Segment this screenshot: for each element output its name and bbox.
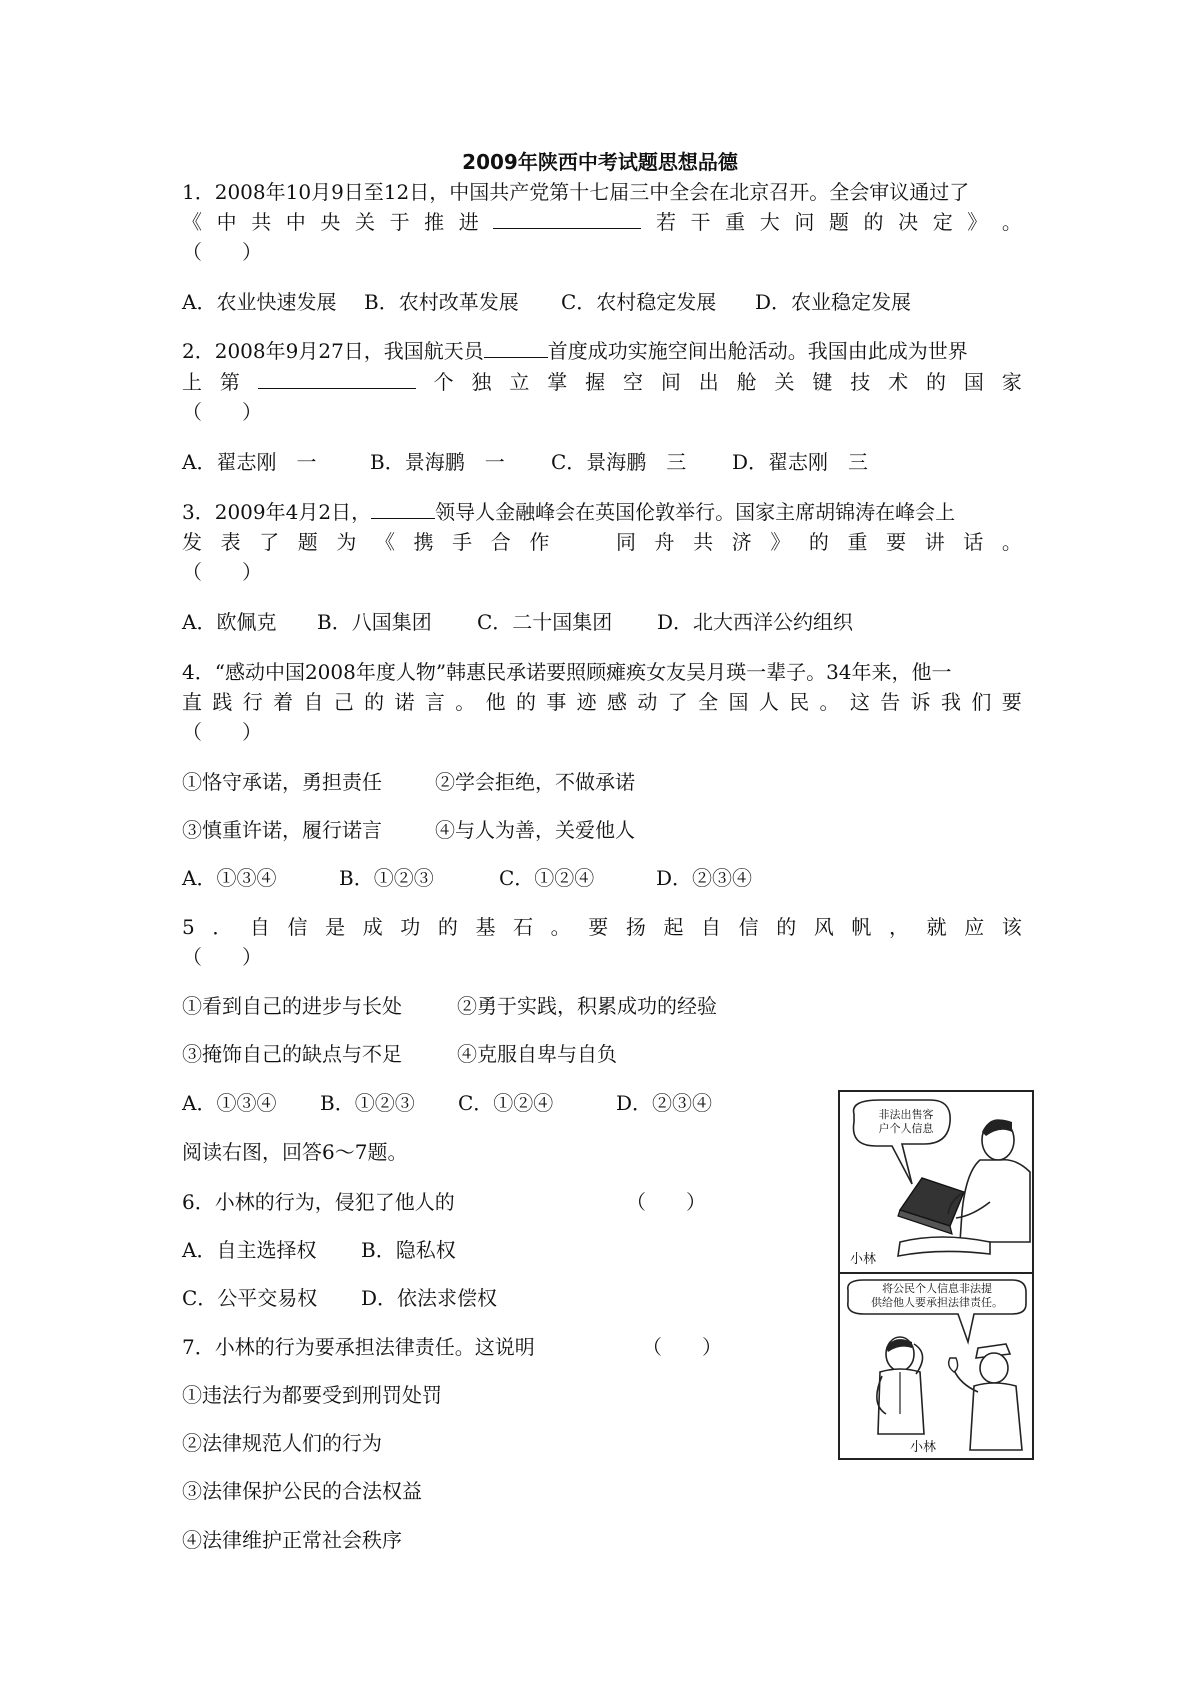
q2-char: 键 bbox=[812, 370, 833, 394]
q4-char: 着 bbox=[273, 690, 294, 714]
q4-char: 迹 bbox=[576, 690, 597, 714]
q4-char: 诉 bbox=[910, 690, 931, 714]
q5-char: 应 bbox=[964, 915, 985, 939]
q2-char: 的 bbox=[926, 370, 946, 394]
q5-char: 要 bbox=[588, 915, 609, 939]
q5-char: 成 bbox=[362, 915, 383, 939]
q3-option-d[interactable]: D．北大西洋公约组织 bbox=[657, 610, 854, 634]
q4-char: 感 bbox=[607, 690, 628, 714]
q1-char: 中 bbox=[285, 210, 306, 234]
q5-item-1: ①看到自己的进步与长处 bbox=[182, 994, 402, 1018]
q1-char: 推 bbox=[424, 210, 445, 234]
q1-char: 于 bbox=[389, 210, 410, 234]
q2-option-d[interactable]: D．翟志刚 三 bbox=[732, 450, 869, 474]
q1-blank[interactable] bbox=[493, 208, 641, 229]
q4-char: 告 bbox=[880, 690, 901, 714]
q3-options bbox=[182, 608, 853, 636]
q2-options bbox=[182, 448, 868, 476]
q2-char: 独 bbox=[471, 370, 492, 394]
q2-char: 国 bbox=[963, 370, 984, 394]
q4-char: 了 bbox=[667, 690, 688, 714]
q4-char: 践 bbox=[212, 690, 233, 714]
q3-char: 重 bbox=[847, 530, 868, 554]
q6-answer-paren[interactable]: （ ） bbox=[626, 1190, 706, 1214]
q4-char: 民 bbox=[789, 690, 810, 714]
q3-char: 的 bbox=[808, 530, 829, 554]
panel1-caption: 小林 bbox=[850, 1252, 877, 1267]
q4-char: 诺 bbox=[394, 690, 415, 714]
q7-item-1: ①违法行为都要受到刑罚处罚 bbox=[182, 1383, 442, 1407]
q4-char: 的 bbox=[515, 690, 536, 714]
q2-option-b[interactable]: B．景海鹏 一 bbox=[370, 450, 505, 474]
panel2-bubble-text bbox=[852, 1282, 1022, 1310]
q1-options bbox=[182, 288, 911, 316]
q5-items-row1 bbox=[182, 992, 717, 1020]
q6-option-d[interactable]: D．依法求偿权 bbox=[361, 1286, 498, 1310]
q4-char: 人 bbox=[758, 690, 779, 714]
q4-char: 行 bbox=[242, 690, 263, 714]
q5-char: 自 bbox=[701, 915, 722, 939]
q2-char: 关 bbox=[774, 370, 795, 394]
q3-char: 发 bbox=[182, 530, 202, 554]
q5-item-2: ②勇于实践，积累成功的经验 bbox=[457, 994, 717, 1018]
q6-stem-line bbox=[182, 1188, 706, 1216]
q4-option-b[interactable]: B．①②③ bbox=[339, 866, 434, 890]
q1-char: 的 bbox=[863, 210, 884, 234]
q3-char: 》 bbox=[770, 530, 791, 554]
q5-option-c[interactable]: C．①②④ bbox=[458, 1091, 554, 1115]
cartoon-panel-2 bbox=[840, 1274, 1032, 1458]
q1-char: 。 bbox=[1001, 210, 1022, 234]
q3-char: 题 bbox=[297, 530, 318, 554]
q3-text: 3．2009年4月2日， bbox=[182, 500, 372, 524]
q4-option-d[interactable]: D．②③④ bbox=[656, 866, 753, 890]
q1-char: 题 bbox=[828, 210, 849, 234]
q2-char: 术 bbox=[888, 370, 909, 394]
q5-char: 的 bbox=[437, 915, 458, 939]
q2-option-c[interactable]: C．景海鹏 三 bbox=[551, 450, 687, 474]
q2-char: 立 bbox=[509, 370, 530, 394]
panel2-caption: 小林 bbox=[910, 1440, 937, 1455]
q5-char: 5 bbox=[182, 915, 195, 939]
q4-char: 己 bbox=[333, 690, 354, 714]
q4-char: 直 bbox=[182, 690, 202, 714]
q5-option-b[interactable]: B．①②③ bbox=[320, 1091, 415, 1115]
q4-answer-paren[interactable]: （ ） bbox=[182, 720, 262, 744]
q4-char: 言 bbox=[424, 690, 445, 714]
q1-option-c[interactable]: C．农村稳定发展 bbox=[561, 290, 717, 314]
q1-option-b[interactable]: B．农村改革发展 bbox=[364, 290, 519, 314]
q6-option-b[interactable]: B．隐私权 bbox=[361, 1238, 456, 1262]
q3-line1 bbox=[182, 498, 955, 526]
q1-char: 中 bbox=[216, 210, 237, 234]
q3-char: 同 bbox=[615, 530, 636, 554]
q5-line1 bbox=[182, 913, 1022, 941]
q4-option-a[interactable]: A．①③④ bbox=[182, 866, 277, 890]
q3-char: 为 bbox=[336, 530, 357, 554]
panel2-bubble-line1: 将公民个人信息非法提 bbox=[882, 1282, 992, 1295]
q2-char: 家 bbox=[1001, 370, 1022, 394]
q4-char: 国 bbox=[728, 690, 749, 714]
q2-char: 第 bbox=[219, 370, 240, 394]
q4-char: 要 bbox=[1001, 690, 1022, 714]
page-title: 2009年陕西中考试题思想品德 bbox=[462, 150, 738, 174]
q3-char: 作 bbox=[529, 530, 550, 554]
q2-answer-paren[interactable]: （ ） bbox=[182, 400, 262, 424]
q1-char: 重 bbox=[725, 210, 746, 234]
q3-line2 bbox=[182, 528, 1022, 556]
q1-answer-paren[interactable]: （ ） bbox=[182, 240, 262, 264]
q5-char: 该 bbox=[1001, 915, 1022, 939]
q5-option-d[interactable]: D．②③④ bbox=[616, 1091, 713, 1115]
q5-option-a[interactable]: A．①③④ bbox=[182, 1091, 277, 1115]
q3-text: 领导人金融峰会在英国伦敦举行。国家主席胡锦涛在峰会上 bbox=[435, 500, 956, 524]
q5-char: 功 bbox=[400, 915, 421, 939]
q1-char: 关 bbox=[354, 210, 375, 234]
q5-items-row2 bbox=[182, 1040, 617, 1068]
q5-char: 信 bbox=[287, 915, 308, 939]
q2-blank-2[interactable] bbox=[258, 368, 416, 389]
q4-line2 bbox=[182, 688, 1022, 716]
cartoon-illustration bbox=[838, 1090, 1034, 1460]
q4-line1: 4．“感动中国2008年度人物”韩惠民承诺要照顾瘫痪女友吴月瑛一辈子。34年来，他一 bbox=[182, 660, 952, 684]
q5-char: 风 bbox=[813, 915, 834, 939]
panel1-bubble-line1: 非法出售客 bbox=[878, 1108, 934, 1121]
q3-char: 共 bbox=[693, 530, 714, 554]
q3-option-b[interactable]: B．八国集团 bbox=[317, 610, 432, 634]
q4-char: 我 bbox=[940, 690, 961, 714]
q1-char: 若 bbox=[655, 210, 676, 234]
q4-item-1: ①恪守承诺，勇担责任 bbox=[182, 770, 382, 794]
panel1-bubble-line2: 户个人信息 bbox=[878, 1122, 934, 1135]
q7-item-2: ②法律规范人们的行为 bbox=[182, 1431, 382, 1455]
q4-char: 。 bbox=[455, 690, 476, 714]
q5-answer-paren[interactable]: （ ） bbox=[182, 945, 262, 969]
q7-answer-paren[interactable]: （ ） bbox=[642, 1335, 722, 1359]
q3-char: 要 bbox=[886, 530, 907, 554]
q5-options bbox=[182, 1089, 712, 1117]
panel2-bubble-line2: 供给他人要承担法律责任。 bbox=[871, 1296, 1003, 1309]
q1-char: 《 bbox=[182, 210, 202, 234]
q3-option-c[interactable]: C．二十国集团 bbox=[477, 610, 613, 634]
q7-stem-line bbox=[182, 1333, 722, 1361]
q4-char: 的 bbox=[364, 690, 385, 714]
q4-char: 动 bbox=[637, 690, 658, 714]
q2-char: 出 bbox=[698, 370, 719, 394]
q4-char: 他 bbox=[485, 690, 506, 714]
q3-char: 舟 bbox=[654, 530, 675, 554]
panel1-bubble-text bbox=[866, 1108, 946, 1136]
q5-item-4: ④克服自卑与自负 bbox=[457, 1042, 617, 1066]
q3-char: 手 bbox=[452, 530, 473, 554]
q5-char: 基 bbox=[475, 915, 496, 939]
q4-item-4: ④与人为善，关爱他人 bbox=[435, 818, 635, 842]
q4-char: 事 bbox=[546, 690, 567, 714]
q5-char: 石 bbox=[513, 915, 534, 939]
q2-blank-1[interactable] bbox=[484, 337, 548, 358]
q1-char: 大 bbox=[759, 210, 780, 234]
read-prompt: 阅读右图，回答6～7题。 bbox=[182, 1140, 408, 1164]
q5-char: 。 bbox=[550, 915, 571, 939]
q5-char: 起 bbox=[663, 915, 684, 939]
q2-char: 舱 bbox=[736, 370, 757, 394]
q1-char: 央 bbox=[320, 210, 341, 234]
q1-char: 问 bbox=[794, 210, 815, 234]
q1-char: 进 bbox=[458, 210, 479, 234]
q5-char: 就 bbox=[926, 915, 947, 939]
q6-option-c[interactable]: C．公平交易权 bbox=[182, 1286, 318, 1310]
q1-char: 干 bbox=[690, 210, 711, 234]
q5-char: 帆 bbox=[851, 915, 872, 939]
q4-char: 。 bbox=[819, 690, 840, 714]
q6-stem: 6．小林的行为，侵犯了他人的 bbox=[182, 1190, 455, 1214]
q6-options-row1 bbox=[182, 1236, 456, 1264]
q4-options bbox=[182, 864, 752, 892]
q2-char: 上 bbox=[182, 370, 202, 394]
q4-option-c[interactable]: C．①②④ bbox=[499, 866, 595, 890]
q5-item-3: ③掩饰自己的缺点与不足 bbox=[182, 1042, 402, 1066]
q1-char: 共 bbox=[251, 210, 272, 234]
q1-char: 定 bbox=[932, 210, 953, 234]
q3-char: 话 bbox=[963, 530, 984, 554]
q6-options-row2 bbox=[182, 1284, 497, 1312]
q2-option-a[interactable]: A．翟志刚 一 bbox=[182, 450, 317, 474]
q3-char: 表 bbox=[220, 530, 241, 554]
q2-text: 首度成功实施空间出舱活动。我国由此成为世界 bbox=[547, 339, 968, 363]
q3-char: 。 bbox=[1001, 530, 1022, 554]
q1-char: 》 bbox=[967, 210, 988, 234]
q1-line2 bbox=[182, 208, 1022, 236]
q5-char: 扬 bbox=[625, 915, 646, 939]
q2-char: 空 bbox=[623, 370, 643, 394]
q3-char: 讲 bbox=[924, 530, 945, 554]
q3-char: 济 bbox=[731, 530, 752, 554]
q5-char: 是 bbox=[325, 915, 346, 939]
q4-char: 们 bbox=[971, 690, 992, 714]
q2-char: 握 bbox=[585, 370, 606, 394]
q7-stem: 7．小林的行为要承担法律责任。这说明 bbox=[182, 1335, 535, 1359]
cartoon-panel-1 bbox=[840, 1092, 1032, 1274]
q2-char: 个 bbox=[433, 370, 454, 394]
q1-line1: 1．2008年10月9日至12日，中国共产党第十七届三中全会在北京召开。全会审议通过了 bbox=[182, 180, 970, 204]
q5-char: 的 bbox=[776, 915, 797, 939]
q2-char: 技 bbox=[850, 370, 871, 394]
q5-char: 信 bbox=[738, 915, 759, 939]
q4-char: 这 bbox=[849, 690, 870, 714]
q2-text: 2．2008年9月27日，我国航天员 bbox=[182, 339, 484, 363]
q5-char: 自 bbox=[249, 915, 270, 939]
q4-item-3: ③慎重许诺，履行诺言 bbox=[182, 818, 382, 842]
q4-item-2: ②学会拒绝，不做承诺 bbox=[435, 770, 635, 794]
q3-char: 了 bbox=[259, 530, 280, 554]
q7-item-4: ④法律维护正常社会秩序 bbox=[182, 1528, 402, 1552]
q1-option-a[interactable]: A．农业快速发展 bbox=[182, 290, 337, 314]
q1-option-d[interactable]: D．农业稳定发展 bbox=[755, 290, 912, 314]
q5-char: ． bbox=[212, 915, 233, 939]
q3-char: 携 bbox=[413, 530, 434, 554]
q7-item-3: ③法律保护公民的合法权益 bbox=[182, 1479, 422, 1503]
q2-line1 bbox=[182, 337, 968, 365]
q1-char: 决 bbox=[898, 210, 919, 234]
q6-option-a[interactable]: A．自主选择权 bbox=[182, 1238, 317, 1262]
q3-char: 《 bbox=[374, 530, 395, 554]
q3-char: 合 bbox=[490, 530, 511, 554]
q3-blank[interactable] bbox=[371, 498, 435, 519]
q4-items-row1 bbox=[182, 768, 635, 796]
q2-char: 掌 bbox=[547, 370, 568, 394]
q4-items-row2 bbox=[182, 816, 635, 844]
q3-option-a[interactable]: A．欧佩克 bbox=[182, 610, 277, 634]
q3-answer-paren[interactable]: （ ） bbox=[182, 560, 262, 584]
q5-char: ， bbox=[889, 915, 910, 939]
q2-char: 间 bbox=[660, 370, 681, 394]
q4-char: 全 bbox=[698, 690, 719, 714]
q2-line2 bbox=[182, 368, 1022, 396]
q4-char: 自 bbox=[303, 690, 324, 714]
